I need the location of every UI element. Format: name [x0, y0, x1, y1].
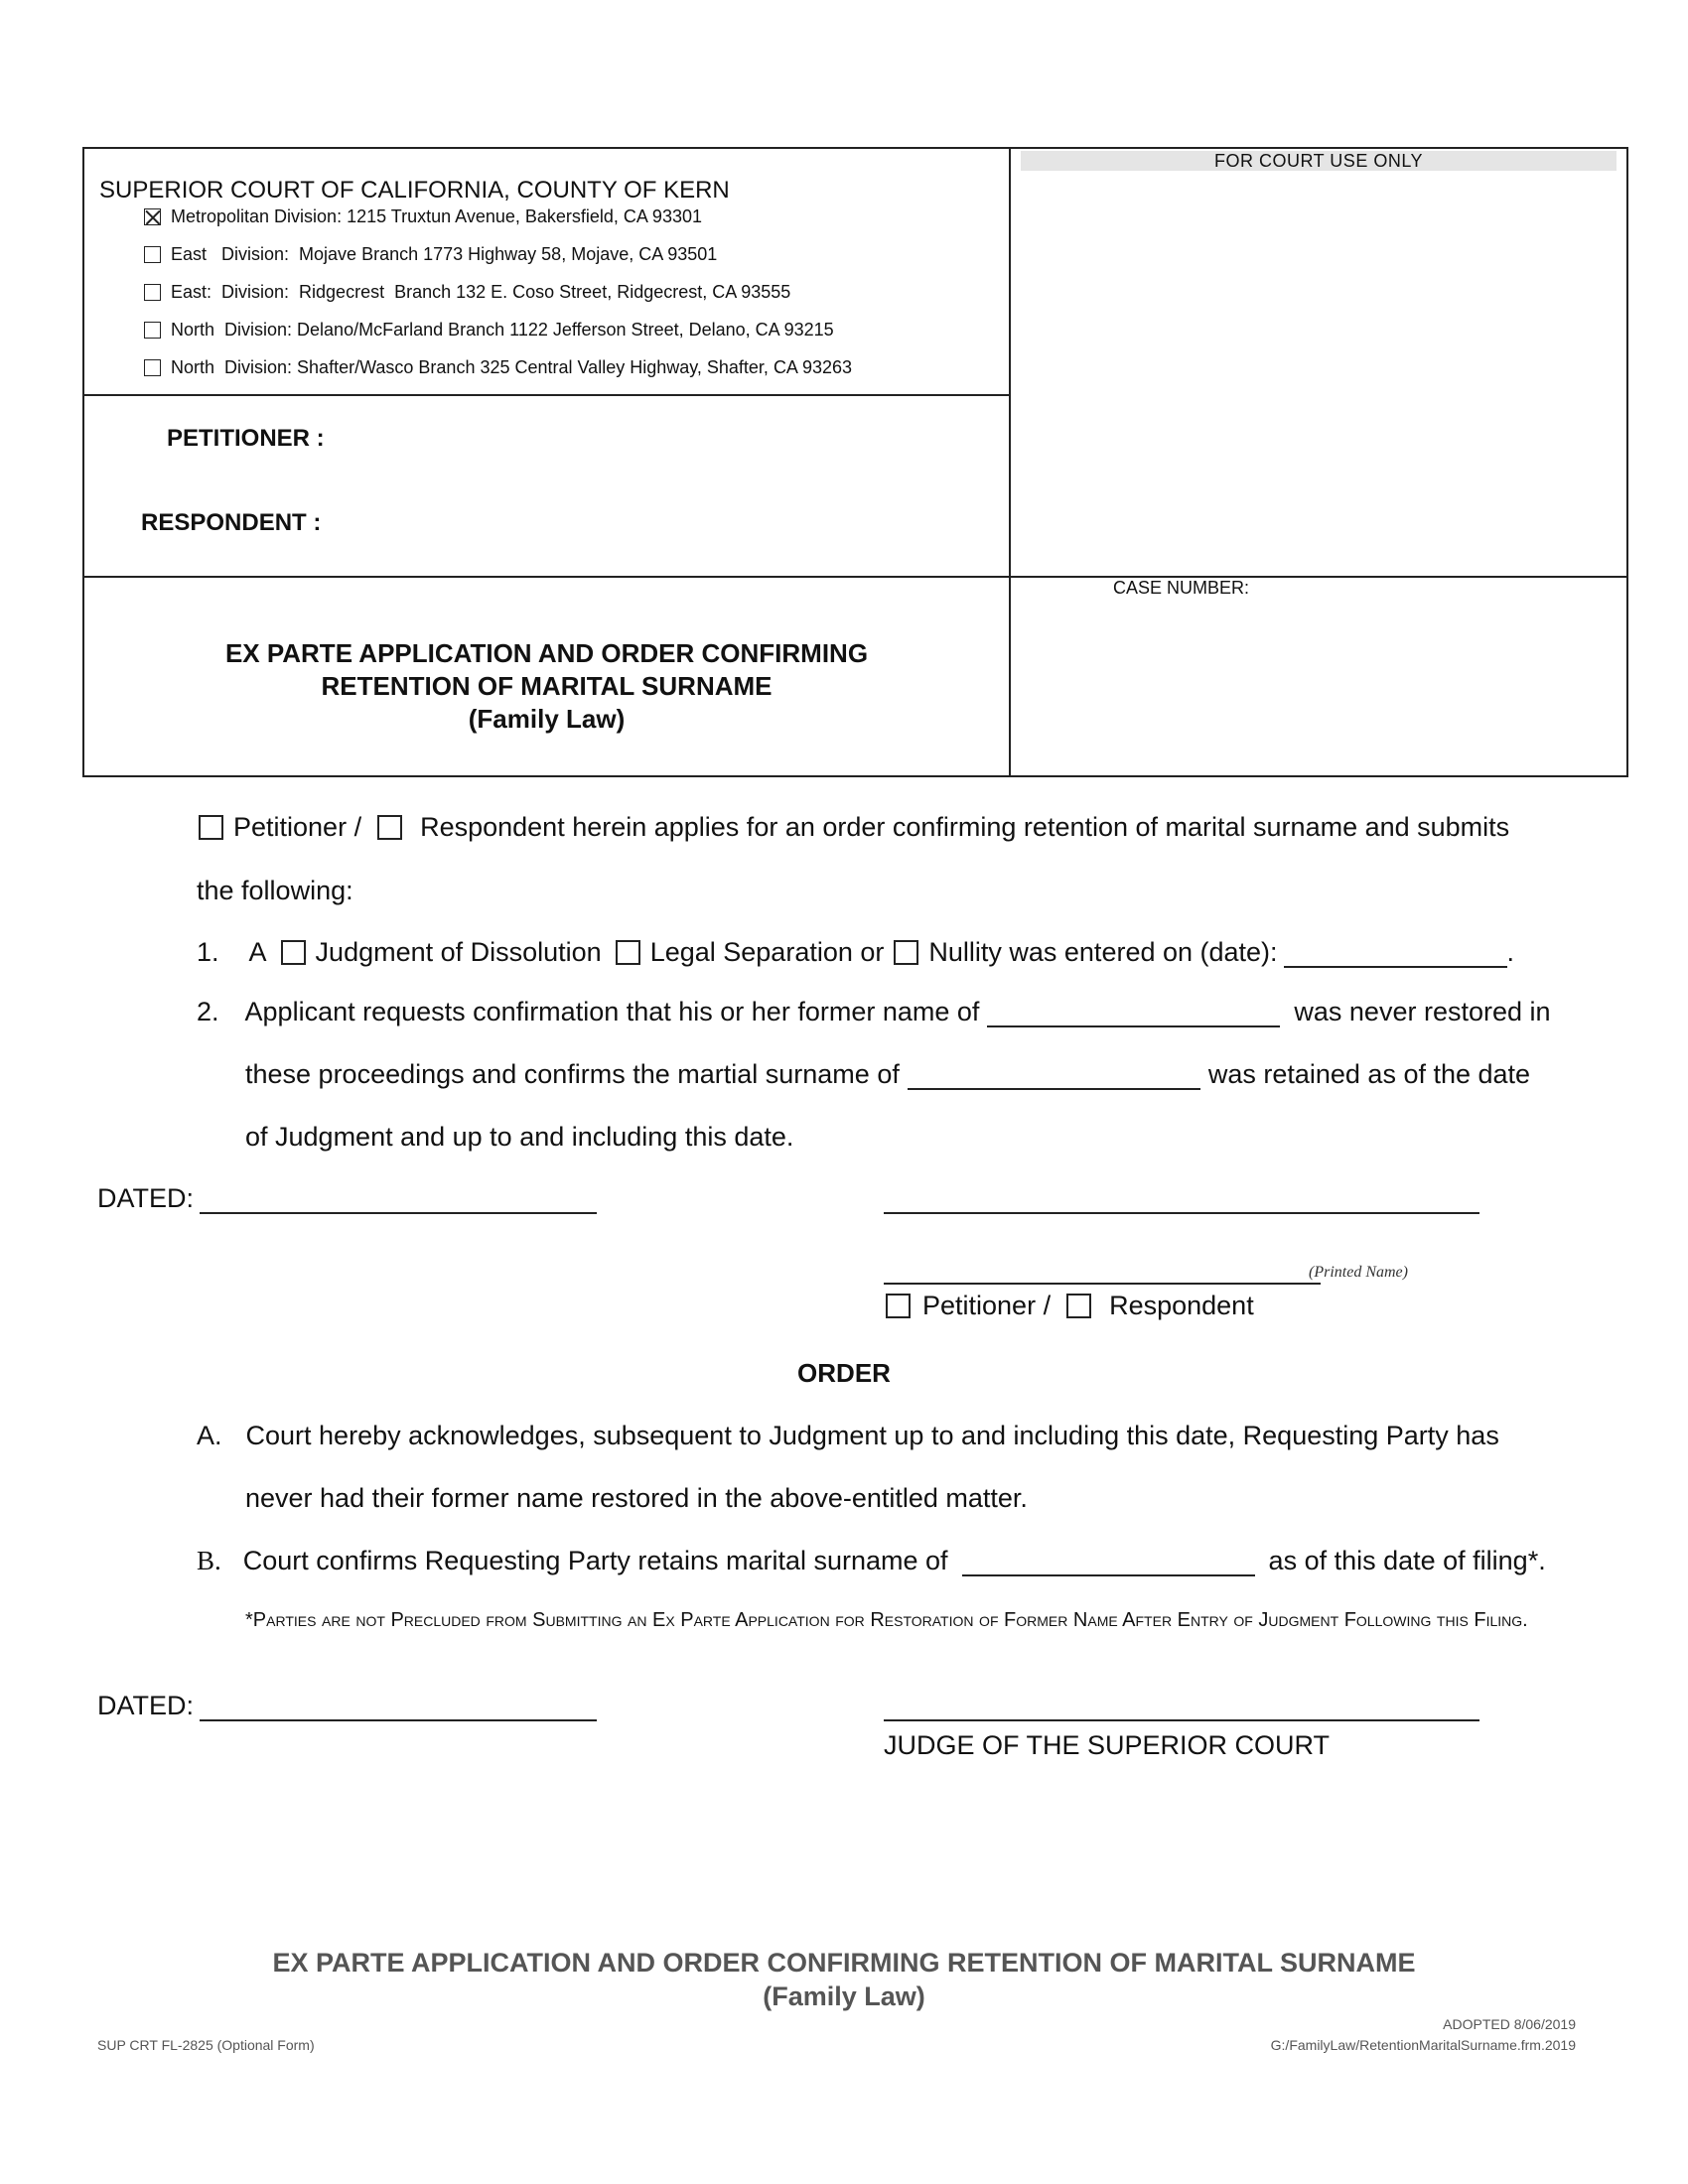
- separation-label: Legal Separation or: [649, 937, 885, 967]
- order-item-text: Court hereby acknowledges, subsequent to Judgment up to and including this date, Requesting Party has: [245, 1421, 1499, 1450]
- signer-role: [886, 1291, 1254, 1321]
- item-number: 2.: [197, 997, 219, 1026]
- item-2-line-3: of Judgment and up to and including this date.: [245, 1122, 794, 1152]
- item2-text: these proceedings and confirms the martial surname of: [245, 1059, 900, 1089]
- order-dated-row: [97, 1691, 597, 1721]
- dated-label: DATED:: [97, 1183, 195, 1213]
- order-item-label: A.: [197, 1421, 222, 1450]
- form-title-line: (Family Law): [468, 704, 626, 734]
- form-title-line: RETENTION OF MARITAL SURNAME: [321, 671, 773, 701]
- signer-respondent-label: Respondent: [1109, 1291, 1254, 1320]
- intro-continuation: the following:: [197, 876, 353, 905]
- marital-surname-field[interactable]: [908, 1060, 1200, 1090]
- division-label: North Division: Delano/McFarland Branch 1122 Jefferson Street, Delano, CA 93215: [171, 320, 834, 340]
- judge-signature-line[interactable]: [884, 1719, 1479, 1721]
- judge-label: JUDGE OF THE SUPERIOR COURT: [884, 1730, 1331, 1760]
- nullity-label: Nullity was entered on (date):: [928, 937, 1278, 967]
- division-label: East Division: Mojave Branch 1773 Highway 58, Mojave, CA 93501: [171, 244, 718, 264]
- checkbox-icon[interactable]: [144, 246, 161, 263]
- petitioner-checkbox[interactable]: [199, 815, 223, 840]
- division-label: East: Division: Ridgecrest Branch 132 E. Coso Street, Ridgecrest, CA 93555: [171, 282, 791, 302]
- printed-name-line[interactable]: [884, 1283, 1321, 1285]
- intro-text: Respondent herein applies for an order confirming retention of marital surname and submits: [420, 812, 1510, 842]
- order-heading: ORDER: [797, 1358, 891, 1388]
- caption-divider-title: [82, 576, 1628, 578]
- order-item-a-line-2: never had their former name restored in the above-entitled matter.: [245, 1483, 1028, 1513]
- division-option[interactable]: [144, 357, 852, 378]
- item1-end: .: [1506, 937, 1515, 967]
- form-title-line: EX PARTE APPLICATION AND ORDER CONFIRMING: [224, 638, 869, 668]
- division-option[interactable]: [144, 244, 717, 265]
- item-2: [197, 997, 1551, 1027]
- order-item-a: [197, 1421, 1499, 1451]
- former-name-field[interactable]: [987, 998, 1280, 1027]
- respondent-label: RESPONDENT :: [141, 509, 322, 536]
- division-label: Metropolitan Division: 1215 Truxtun Avenue, Bakersfield, CA 93301: [171, 206, 702, 226]
- footer-title-line: (Family Law): [763, 1981, 925, 2011]
- order-item-b: [197, 1546, 1546, 1576]
- dissolution-checkbox[interactable]: [281, 940, 306, 965]
- dissolution-label: Judgment of Dissolution: [315, 937, 602, 967]
- item2-text: was never restored in: [1294, 997, 1551, 1026]
- petitioner-label: PETITIONER :: [167, 425, 325, 452]
- dated-row: [97, 1183, 597, 1214]
- order-dated-field[interactable]: [200, 1692, 597, 1721]
- division-label: North Division: Shafter/Wasco Branch 325 Central Valley Highway, Shafter, CA 93263: [171, 357, 853, 377]
- dated-field[interactable]: [200, 1184, 597, 1214]
- separation-checkbox[interactable]: [616, 940, 640, 965]
- form-title: [82, 637, 1011, 736]
- item2-text: was retained as of the date: [1207, 1059, 1531, 1089]
- checkbox-checked-icon[interactable]: [144, 208, 161, 225]
- checkbox-icon[interactable]: [144, 284, 161, 301]
- footer-title: [0, 1946, 1688, 2013]
- signer-petitioner-label: Petitioner /: [922, 1291, 1052, 1320]
- retained-surname-field[interactable]: [962, 1547, 1255, 1576]
- division-option[interactable]: [144, 206, 702, 227]
- applicant-line: [199, 812, 1509, 843]
- printed-name-caption: (Printed Name): [1309, 1264, 1408, 1281]
- respondent-checkbox[interactable]: [377, 815, 402, 840]
- signature-line[interactable]: [884, 1212, 1479, 1214]
- form-id: SUP CRT FL-2825 (Optional Form): [97, 2037, 315, 2053]
- dated-label: DATED:: [97, 1691, 195, 1720]
- signer-respondent-checkbox[interactable]: [1066, 1294, 1091, 1318]
- checkbox-icon[interactable]: [144, 359, 161, 376]
- footer-title-line: EX PARTE APPLICATION AND ORDER CONFIRMING RETENTION OF MARITAL SURNAME: [272, 1948, 1416, 1978]
- file-path: G:/FamilyLaw/RetentionMaritalSurname.frm.2019: [1270, 2037, 1576, 2053]
- signer-petitioner-checkbox[interactable]: [886, 1294, 911, 1318]
- court-title: SUPERIOR COURT OF CALIFORNIA, COUNTY OF KERN: [99, 177, 730, 204]
- order-item-label: B.: [197, 1546, 221, 1575]
- item2-text: Applicant requests confirmation that his or her former name of: [244, 997, 980, 1026]
- order-item-text: Court confirms Requesting Party retains marital surname of: [242, 1546, 948, 1575]
- order-footnote: *Parties are not Precluded from Submitting an Ex Parte Application for Restoration of Former Name After Entry of Judgment Following this Filing.: [245, 1609, 1528, 1631]
- petitioner-text: Petitioner /: [233, 812, 362, 842]
- item1-a: A: [248, 937, 267, 967]
- division-option[interactable]: [144, 282, 790, 303]
- case-number-label: CASE NUMBER:: [1113, 578, 1250, 598]
- adopted-date: ADOPTED 8/06/2019: [1443, 2016, 1576, 2032]
- nullity-checkbox[interactable]: [894, 940, 918, 965]
- item-number: 1.: [197, 937, 219, 967]
- court-use-label: FOR COURT USE ONLY: [1021, 151, 1617, 171]
- item-2-line-2: [245, 1059, 1530, 1090]
- division-option[interactable]: [144, 320, 834, 341]
- judgment-date-field[interactable]: [1284, 938, 1507, 968]
- order-item-text: as of this date of filing*.: [1268, 1546, 1546, 1575]
- item-1: [197, 937, 1514, 968]
- checkbox-icon[interactable]: [144, 322, 161, 339]
- caption-divider-court: [82, 394, 1011, 396]
